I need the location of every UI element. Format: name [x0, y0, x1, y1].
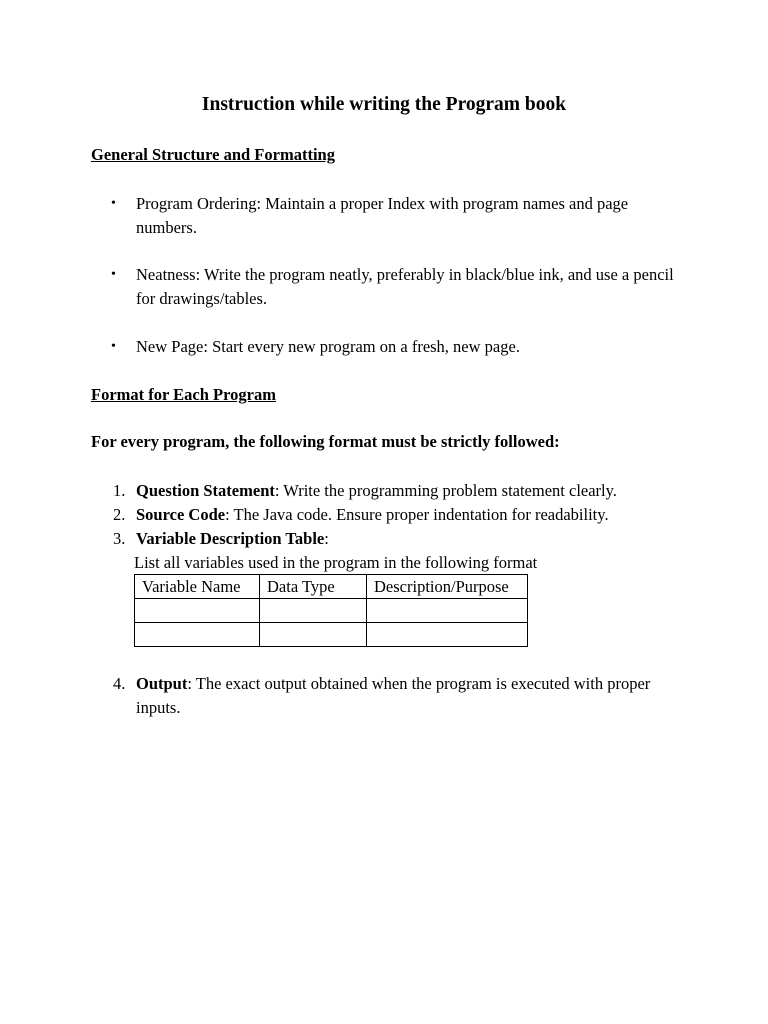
table-row [135, 623, 528, 647]
item-description: : [324, 529, 329, 548]
bullet-text: New Page: Start every new program on a fresh, new page. [136, 337, 520, 356]
column-header-description: Description/Purpose [367, 575, 528, 599]
bullet-marker: • [111, 339, 116, 354]
numbered-item-output [91, 672, 691, 720]
section-heading-general: General Structure and Formatting [91, 145, 335, 164]
column-header-variable-name: Variable Name [135, 575, 260, 599]
item-description: : Write the programming problem statement clearly. [274, 481, 617, 500]
item-label: Source Code [136, 505, 226, 524]
table-cell [135, 599, 260, 623]
document-title: Instruction while writing the Program book [201, 94, 567, 115]
bullet-item-program-ordering [91, 192, 691, 240]
bullet-text: Neatness: Write the program neatly, preferably in black/blue ink, and use a pencil for drawings/tables. [136, 265, 674, 308]
bullet-marker: • [111, 267, 116, 282]
item-label: Output [136, 674, 188, 693]
numbered-item-source-code [91, 503, 691, 527]
item-number: 2. [113, 505, 126, 524]
variable-description-table [134, 574, 528, 647]
bullet-text: Program Ordering: Maintain a proper Index with program names and page numbers. [136, 194, 629, 237]
table-cell [260, 623, 367, 647]
table-cell [367, 599, 528, 623]
bullet-item-neatness [91, 263, 691, 311]
numbered-item-variable-table [91, 527, 691, 551]
item-label: Variable Description Table [136, 529, 325, 548]
section-heading-format: Format for Each Program [91, 385, 276, 404]
table-header-row [135, 575, 528, 599]
bullet-item-new-page [91, 335, 691, 359]
numbered-item-question-statement [91, 479, 691, 503]
item-description: : The Java code. Ensure proper indentation for readability. [225, 505, 609, 524]
bullet-marker: • [111, 196, 116, 211]
table-cell [135, 623, 260, 647]
table-cell [367, 623, 528, 647]
table-row [135, 599, 528, 623]
table-cell [260, 599, 367, 623]
item-description: : The exact output obtained when the program is executed with proper inputs. [136, 674, 651, 717]
item-label: Question Statement [136, 481, 275, 500]
item-number: 4. [113, 674, 126, 693]
item-number: 3. [113, 529, 126, 548]
item-number: 1. [113, 481, 126, 500]
table-intro-text: List all variables used in the program in the following format [134, 553, 538, 572]
format-instruction: For every program, the following format must be strictly followed: [91, 432, 560, 451]
column-header-data-type: Data Type [260, 575, 367, 599]
